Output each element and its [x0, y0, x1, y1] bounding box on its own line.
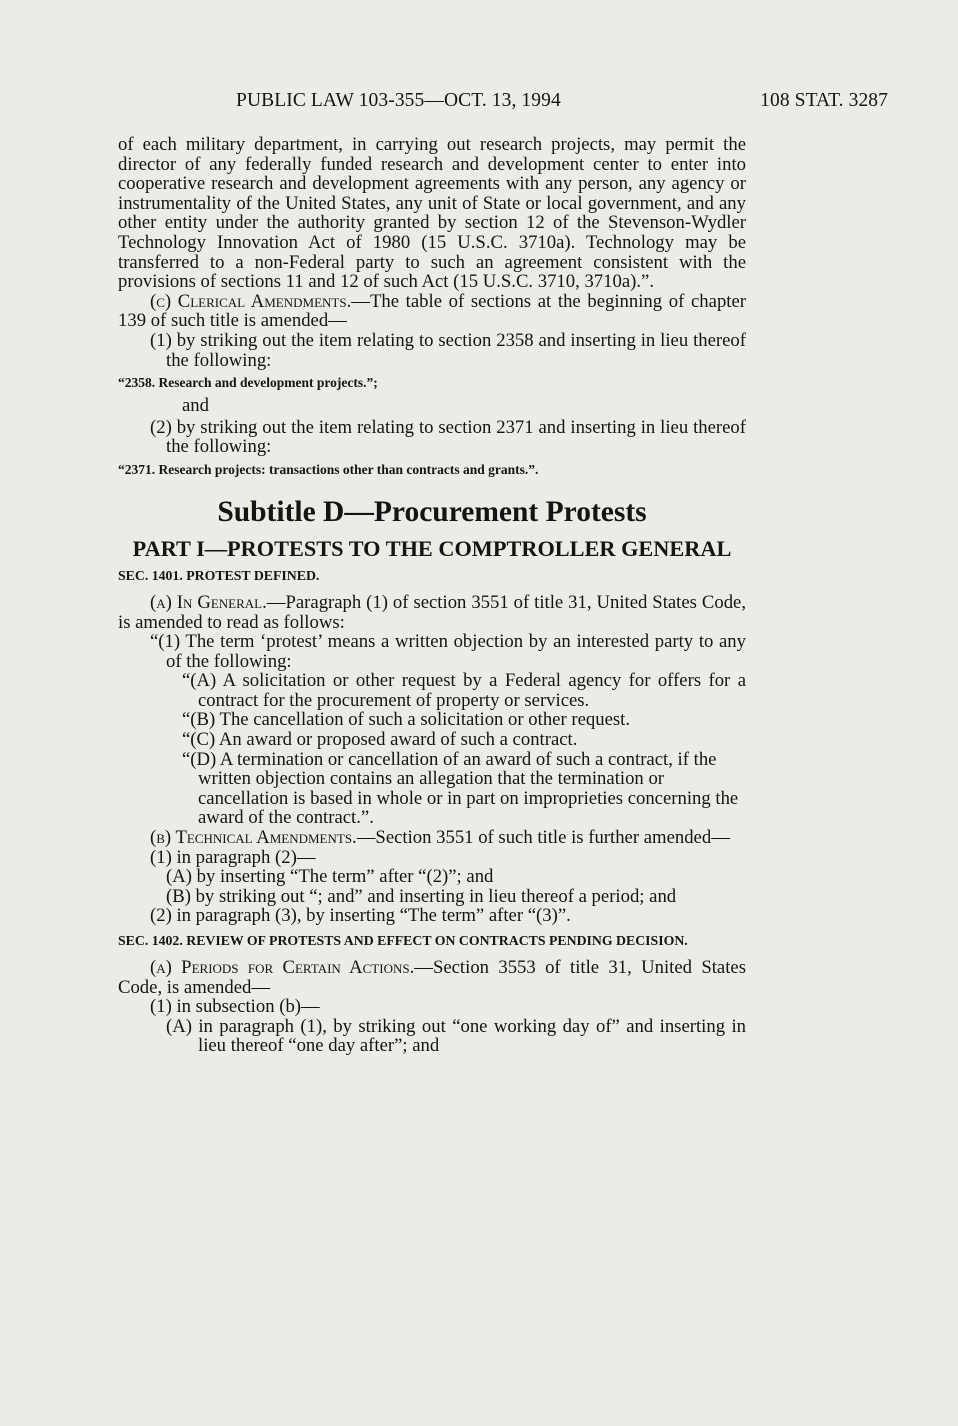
- section-1402-a-heading: (a) Periods for Certain Actions.: [150, 957, 415, 978]
- technical-item-1b: (B) by striking out “; and” and inserting in lieu thereof a period; and: [166, 885, 677, 907]
- section-1402-a-text: —Section 3553 of title 31, United States Code, is amended—: [118, 957, 746, 998]
- statute-page-number: 108 STAT. 3287: [760, 90, 888, 111]
- section-1401-a: [118, 593, 746, 632]
- continued-paragraph: of each military department, in carrying out research projects, may permit the director of any federally funded research and development center to enter into cooperative research and development agreements with any person, any agency or instrumentality of the United States, any unit of State or local government, and any other entity under the authority granted by section 12 of the Stevenson-Wydler Technology Innovation Act of 1980 (15 U.S.C. 3710a). Technology may be transferred to a non-Federal party to such an agreement consistent with the provisions of sections 11 and 12 of such Act (15 U.S.C. 3710, 3710a).”.: [118, 134, 746, 293]
- section-1401-b-heading: (b) Technical Amendments.: [150, 827, 357, 849]
- clerical-item-2: (2) by striking out the item relating to section 2371 and inserting in lieu thereof the following:: [150, 416, 746, 458]
- section-1401-b: [118, 828, 746, 848]
- clerical-amendments-heading: (c) Clerical Amendments.: [150, 290, 352, 312]
- definition-item-b: “(B) The cancellation of such a solicitation or other request.: [182, 709, 630, 731]
- section-1401-b-text: —Section 3551 of such title is further amended—: [356, 827, 730, 849]
- public-law-title: PUBLIC LAW 103-355—OCT. 13, 1994: [236, 90, 561, 111]
- clerical-amendments-paragraph: [118, 292, 746, 331]
- section-1401-a-heading: (a) In General.: [150, 591, 267, 613]
- toc-entry-2371: “2371. Research projects: transactions other than contracts and grants.”.: [118, 461, 539, 477]
- toc-entry-2358: “2358. Research and development projects.”;: [118, 375, 378, 391]
- part-heading: PART I—PROTESTS TO THE COMPTROLLER GENERAL: [132, 535, 732, 561]
- definition-item-d: “(D) A termination or cancellation of an award of such a contract, if the written objection contains an allegation that the termination or cancellation is based in whole or in part on improprieties concerning the award of the contract.”.: [182, 748, 739, 829]
- subtitle-heading: Subtitle D—Procurement Protests: [217, 495, 647, 528]
- protest-definition: “(1) The term ‘protest’ means a written objection by an interested party to any of the following:: [150, 631, 746, 672]
- periods-item-1a: (A) in paragraph (1), by striking out “one working day of” and inserting in lieu thereof “one day after”; and: [166, 1015, 746, 1057]
- and-connector: and: [182, 395, 209, 417]
- section-1401-a-text: —Paragraph (1) of section 3551 of title 31, United States Code, is amended to read as follows:: [118, 591, 747, 633]
- definition-item-a: “(A) A solicitation or other request by a Federal agency for offers for a contract for the procurement of property or services.: [182, 670, 746, 711]
- section-1401-heading: SEC. 1401. PROTEST DEFINED.: [118, 567, 320, 583]
- clerical-item-1: (1) by striking out the item relating to section 2358 and inserting in lieu thereof the following:: [150, 329, 746, 371]
- periods-item-1: (1) in subsection (b)—: [150, 996, 320, 1018]
- section-1402-a: [118, 958, 746, 997]
- technical-item-1: (1) in paragraph (2)—: [150, 846, 316, 868]
- technical-item-1a: (A) by inserting “The term” after “(2)”; and: [166, 866, 494, 888]
- definition-item-c: “(C) An award or proposed award of such a contract.: [182, 729, 578, 751]
- technical-item-2: (2) in paragraph (3), by inserting “The term” after “(3)”.: [150, 905, 571, 927]
- page-body: [118, 135, 746, 1056]
- section-1402-heading: SEC. 1402. REVIEW OF PROTESTS AND EFFECT ON CONTRACTS PENDING DECISION.: [118, 933, 688, 948]
- page-header: [120, 90, 888, 114]
- clerical-amendments-text: —The table of sections at the beginning of chapter 139 of such title is amended—: [118, 290, 746, 332]
